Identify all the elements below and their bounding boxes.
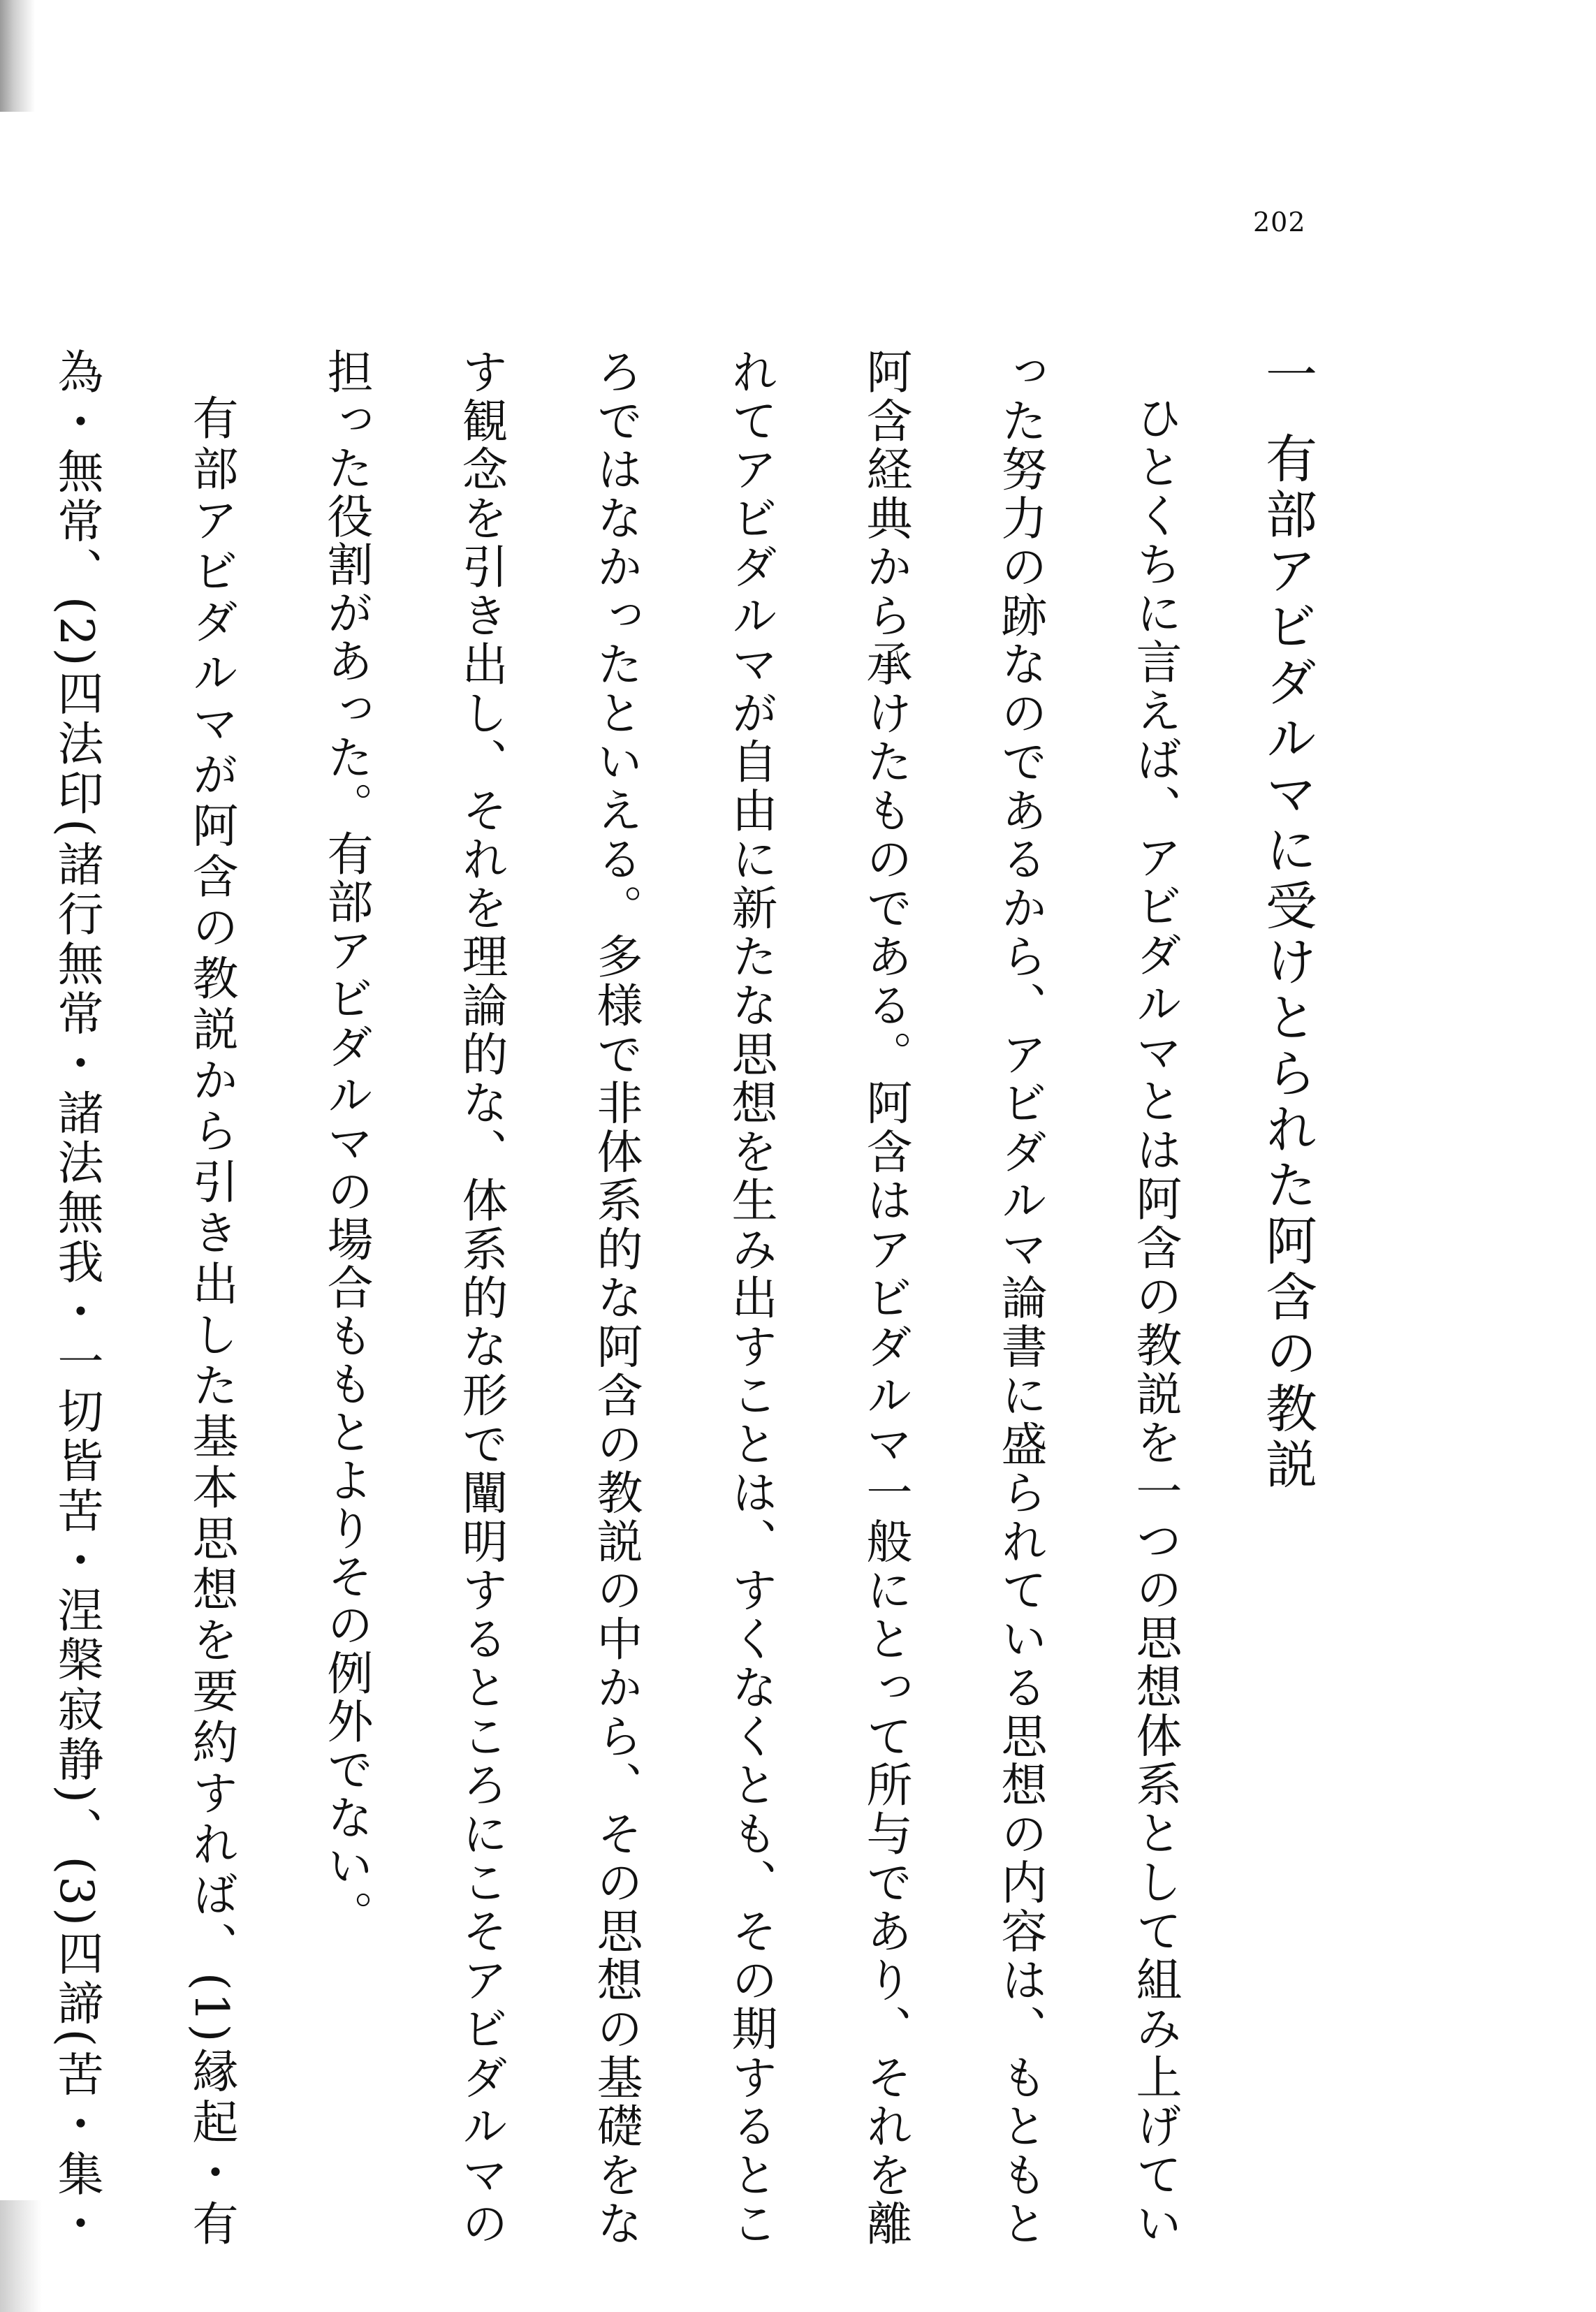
paragraph: ひとくちに言えば、アビダルマとは阿含の教説を一つの思想体系として組み上げていった努力の跡なのであるから、アビダルマ論書に盛られている思想の内容は、もともと阿含経典から承けたものである。阿含はアビダルマ一般にとって所与であり、それを離れてアビダルマが自由に新たな思想を生み出すことは、すくなくとも、その期するところではなかったといえる。多様で非体系的な阿含の教説の中から、その思想の基礎をなす観念を引き出し、それを理論的な、体系的な形で闡明するところにこそアビダルマの担った役割があった。有部アビダルマの場合ももとよりその例外でない。 (319, 348, 1182, 2248)
vertical-text-block (50, 348, 1340, 2248)
section-title: 有部アビダルマに受けとられた阿含の教説 (1257, 432, 1317, 1493)
page-number: 202 (1253, 207, 1306, 237)
section-number: 一 (1257, 348, 1317, 404)
scan-shadow-left (0, 0, 35, 112)
section-heading (1235, 348, 1340, 2248)
paragraph: 有部アビダルマが阿含の教説から引き出した基本思想を要約すれば、(1)縁起・有為・無常、(2)四法印(諸行無常・諸法無我・一切皆苦・涅槃寂静)、(3)四諦(苦・集・ (50, 348, 238, 2248)
